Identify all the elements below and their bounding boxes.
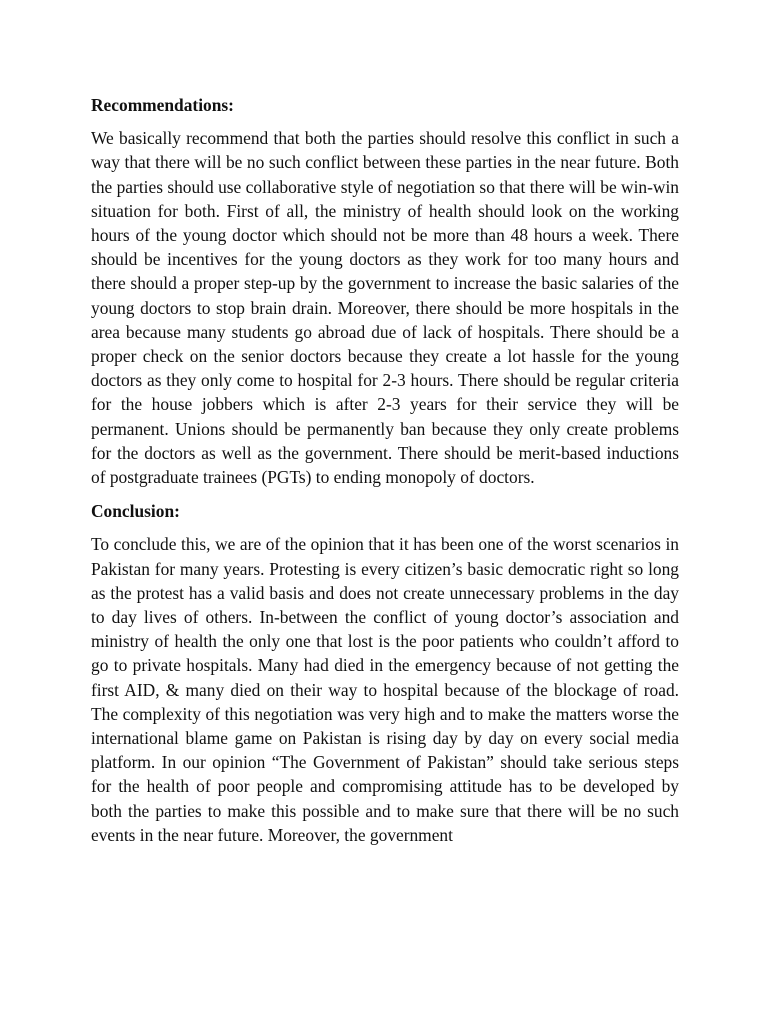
spacer xyxy=(91,117,679,126)
recommendations-paragraph: We basically recommend that both the parties should resolve this conflict in such a way that there will be no such conflict between these parties in the near future. Both the parties should use collaborative style of negotiation so that there will be win-win situation for both. First of all, the ministry of health should look on the working hours of the young doctor which should not be more than 48 hours a week. There should be incentives for the young doctors as they work for too many hours and there should a proper step-up by the government to increase the basic salaries of the young doctors to stop brain drain. Moreover, there should be more hospitals in the area because many students go abroad due of lack of hospitals. There should be a proper check on the senior doctors because they create a lot hassle for the young doctors as they only come to hospital for 2-3 hours. There should be regular criteria for the house jobbers which is after 2-3 years for their service they will be permanent. Unions should be permanently ban because they only create problems for the doctors as well as the government. There should be merit-based inductions of postgraduate trainees (PGTs) to ending monopoly of doctors. xyxy=(91,128,679,488)
conclusion-paragraph: To conclude this, we are of the opinion that it has been one of the worst scenarios in Pakistan for many years. Protesting is every citizen’s basic democratic right so long as the protest has a valid basis and does not create unnecessary problems in the day to day lives of others. In-between the conflict of young doctor’s association and ministry of health the only one that lost is the poor patients who couldn’t afford to go to private hospitals. Many had died in the emergency because of not getting the first AID, & many died on their way to hospital because of the blockage of road. The complexity of this negotiation was very high and to make the matters worse the international blame game on Pakistan is rising day by day on every social media platform. In our opinion “The Government of Pakistan” should take serious steps for the health of poor people and compromising attitude has to be developed by both the parties to make this possible and to make sure that there will be no such events in the near future. Moreover, the government xyxy=(91,534,679,845)
conclusion-heading: Conclusion: xyxy=(91,501,180,522)
recommendations-heading: Recommendations: xyxy=(91,95,234,115)
spacer xyxy=(91,523,679,532)
spacer xyxy=(91,489,679,499)
document-page xyxy=(91,93,679,847)
